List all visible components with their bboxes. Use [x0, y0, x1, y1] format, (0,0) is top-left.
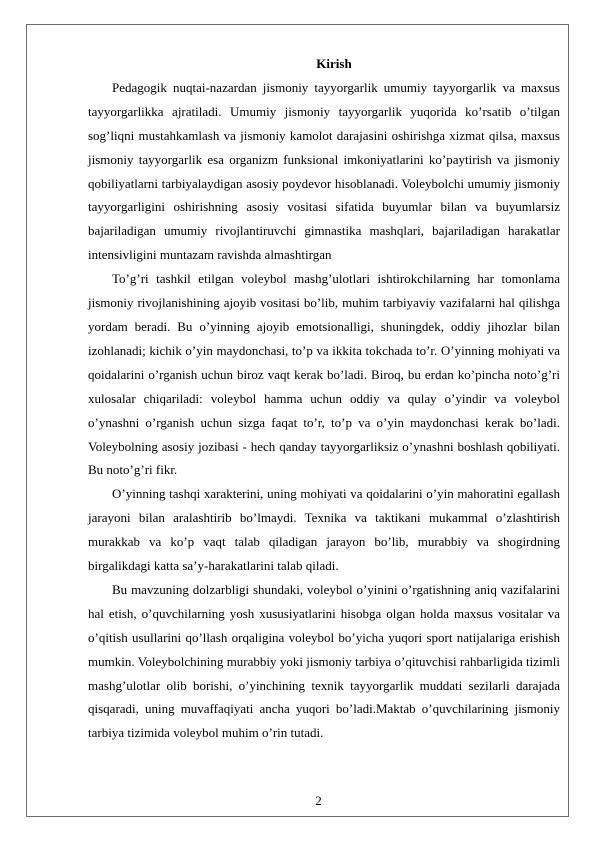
document-title: Kirish [316, 56, 352, 71]
paragraph-3: O’yinning tashqi xarakterini, uning mohiyati va qoidalarini o’yin mahoratini egallash jarayoni bilan aralashtirib bo’lmaydi. Texnika va taktikani mukammal o’zlashtirish murakkab va ko’p vaqt talab qiladigan jarayon bo’lib, murabbiy va shogirdning birgalikdagi katta sa’y-harakatlarini talab qiladi. [88, 486, 560, 574]
page-number: 2 [315, 793, 322, 808]
paragraph-4: Bu mavzuning dolzarbligi shundaki, voleybol o’yinini o’rgatishning aniq vazifalarini hal etish, o’quvchilarning yosh xususiyatlarini hisobga olgan holda maxsus vositalar va o’qitish usullarini qo’llash orqaligina voleybol bo’yicha yuqori sport natijalariga erishish mumkin. Voleybolchining murabbiy yoki jismoniy tarbiya o’qituvchisi rahbarligida tizimli mashg’ulotlar olib borishi, o’yinchining texnik tayyorgarlik muddati sezilarli darajada qisqaradi, uning muvaffaqiyati ancha yuqori bo’ladi.Maktab o’quvchilarining jismoniy tarbiya tizimida voleybol muhim o’rin tutadi. [88, 581, 560, 741]
paragraph-2: To’g’ri tashkil etilgan voleybol mashg’ulotlari ishtirokchilarning har tomonlama jismoniy rivojlanishining ajoyib vositasi bo’lib, muhim tarbiyaviy vazifalarni hal qilishga yordam beradi. Bu o’yinning ajoyib emotsionalligi, shuningdek, oddiy jihozlar bilan izohlanadi; kichik o’yin maydonchasi, to’p va ikkita tokchada to’r. O’yinning mohiyati va qoidalarini o’rganish uchun biroz vaqt kerak bo’ladi. Biroq, bu erdan ko’pincha noto’g’ri xulosalar chiqariladi: voleybol hamma uchun oddiy va qulay o’yindir va voleybol o’ynashni o’rganish uchun sizga faqat to’r, to’p va o’yin maydonchasi kerak bo’ladi. Voleybolning asosiy jozibasi - hech qanday tayyorgarliksiz o’ynashni boshlash qobiliyati. Bu noto’g’ri fikr. [88, 271, 560, 478]
paragraph-1: Pedagogik nuqtai-nazardan jismoniy tayyorgarlik umumiy tayyorgarlik va maxsus tayyorgarlikka ajratiladi. Umumiy jismoniy tayyorgarlik yuqorida ko’rsatib o’tilgan sog’liqni mustahkamlash va jismoniy kamolot darajasini oshirishga xizmat qilsa, maxsus jismoniy tayyorgarlik esa organizm funksional imkoniyatlarini ko’paytirish va jismoniy qobiliyatlarni tarbiyalaydigan asosiy poydevor hisoblanadi. Voleybolchi umumiy jismoniy tayyorgarligini oshirishning asosiy vositasi sifatida buyumlar bilan va buyumlarsiz bajariladigan umumiy rivojlantiruvchi gimnastika mashqlari, bajariladigan harakatlar intensivligini muntazam ravishda almashtirgan [88, 79, 560, 263]
document-body [88, 52, 560, 745]
